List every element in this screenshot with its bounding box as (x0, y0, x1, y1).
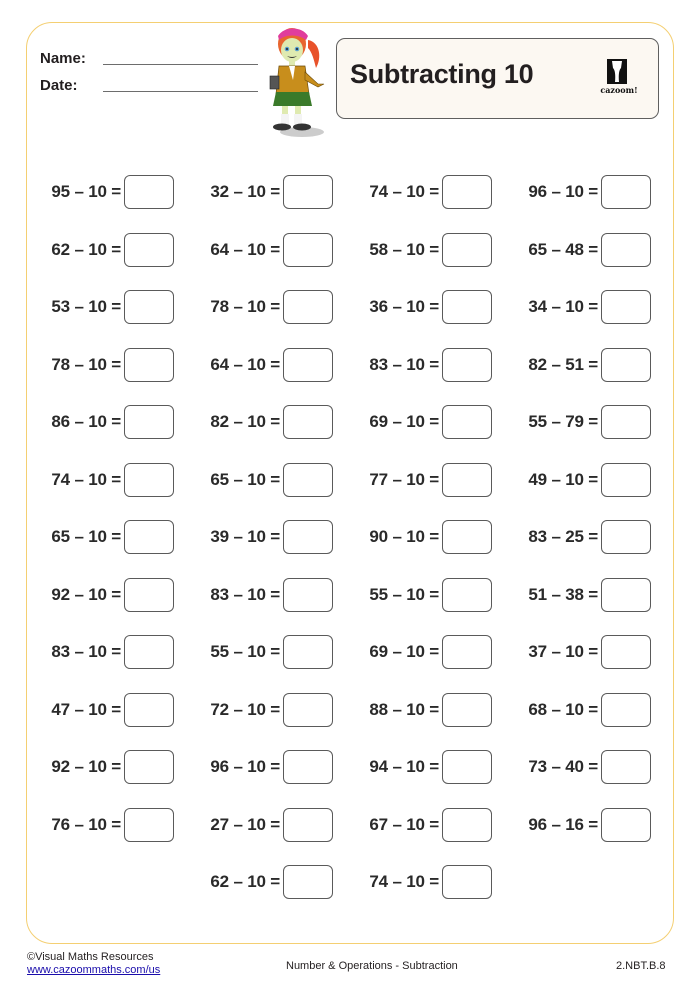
problem-equation: 83 – 10 = (210, 584, 280, 604)
answer-box[interactable] (124, 578, 174, 612)
problem-item (358, 404, 492, 440)
problem-item (199, 174, 333, 210)
problem-equation: 74 – 10 = (51, 469, 121, 489)
problem-item (40, 749, 174, 785)
problem-equation: 95 – 10 = (51, 182, 121, 201)
problem-item (517, 577, 651, 613)
problem-equation: 47 – 10 = (51, 699, 121, 719)
problem-equation: 65 – 48 = (528, 239, 598, 259)
problem-item (199, 347, 333, 383)
answer-box[interactable] (124, 348, 174, 382)
problem-item (358, 289, 492, 325)
answer-box[interactable] (442, 348, 492, 382)
problem-equation: 73 – 40 = (528, 757, 598, 776)
problem-equation: 69 – 10 = (369, 642, 439, 661)
problem-item (199, 864, 333, 900)
answer-box[interactable] (442, 175, 492, 209)
problem-item (517, 462, 651, 498)
answer-box[interactable] (124, 175, 174, 209)
problem-equation: 39 – 10 = (210, 527, 280, 546)
problem-equation: 76 – 10 = (51, 814, 121, 834)
problem-equation: 55 – 10 = (369, 584, 439, 604)
problem-item (199, 289, 333, 325)
problem-item (517, 174, 651, 210)
problem-item (358, 634, 492, 670)
cazoom-logo (600, 59, 636, 99)
answer-box[interactable] (124, 750, 174, 784)
problem-item (40, 577, 174, 613)
problem-equation: 49 – 10 = (528, 469, 598, 489)
answer-box[interactable] (124, 463, 174, 497)
problem-equation: 77 – 10 = (369, 469, 439, 489)
answer-box[interactable] (124, 405, 174, 439)
problem-equation: 32 – 10 = (210, 182, 280, 201)
problem-item (40, 347, 174, 383)
answer-box[interactable] (442, 578, 492, 612)
problem-equation: 62 – 10 = (51, 239, 121, 259)
answer-box[interactable] (442, 290, 492, 324)
answer-box[interactable] (442, 865, 492, 899)
problem-item (517, 232, 651, 268)
answer-box[interactable] (283, 578, 333, 612)
problem-equation: 82 – 10 = (210, 412, 280, 431)
problem-equation: 65 – 10 = (51, 527, 121, 546)
problem-equation: 90 – 10 = (369, 527, 439, 546)
problem-item (40, 462, 174, 498)
answer-box[interactable] (283, 175, 333, 209)
answer-box[interactable] (442, 808, 492, 842)
answer-box[interactable] (442, 750, 492, 784)
problem-item (358, 749, 492, 785)
problem-item (40, 634, 174, 670)
problem-equation: 58 – 10 = (369, 239, 439, 259)
problem-item (199, 462, 333, 498)
answer-box[interactable] (283, 290, 333, 324)
problem-item (358, 864, 492, 900)
problem-equation: 62 – 10 = (210, 872, 280, 891)
answer-box[interactable] (601, 348, 651, 382)
problem-equation: 96 – 10 = (528, 182, 598, 201)
problem-item (517, 289, 651, 325)
date-field[interactable] (103, 91, 258, 92)
problem-equation: 74 – 10 = (369, 182, 439, 201)
problem-equation: 83 – 25 = (528, 527, 598, 546)
problem-item (199, 807, 333, 843)
problem-item (40, 289, 174, 325)
problem-equation: 92 – 10 = (51, 584, 121, 604)
name-field[interactable] (103, 64, 258, 65)
answer-box[interactable] (124, 520, 174, 554)
problem-item (40, 174, 174, 210)
problem-item (40, 232, 174, 268)
problem-item (40, 404, 174, 440)
drum-logo-icon (607, 59, 627, 84)
answer-box[interactable] (601, 693, 651, 727)
answer-box[interactable] (442, 463, 492, 497)
answer-box[interactable] (124, 808, 174, 842)
problem-equation: 92 – 10 = (51, 757, 121, 776)
problem-equation: 69 – 10 = (369, 412, 439, 431)
girl-mascot-illustration (262, 24, 332, 140)
problem-equation: 83 – 10 = (369, 354, 439, 374)
logo-text: cazoom! (600, 85, 638, 95)
problem-item (199, 404, 333, 440)
problem-equation: 74 – 10 = (369, 872, 439, 891)
answer-box[interactable] (601, 175, 651, 209)
answer-box[interactable] (124, 693, 174, 727)
problem-item (199, 577, 333, 613)
answer-box[interactable] (283, 808, 333, 842)
answer-box[interactable] (124, 290, 174, 324)
problem-equation: 27 – 10 = (210, 814, 280, 834)
answer-box[interactable] (601, 463, 651, 497)
answer-box[interactable] (442, 233, 492, 267)
problem-item (199, 232, 333, 268)
answer-box[interactable] (124, 233, 174, 267)
title-box (336, 38, 659, 119)
website-link[interactable]: www.cazoommaths.com/us (27, 964, 161, 976)
answer-box[interactable] (283, 463, 333, 497)
problem-equation: 65 – 10 = (210, 469, 280, 489)
problem-item (358, 519, 492, 555)
answer-box[interactable] (442, 520, 492, 554)
problem-item (517, 692, 651, 728)
answer-box[interactable] (283, 865, 333, 899)
problem-item (199, 749, 333, 785)
problem-item (358, 174, 492, 210)
problem-item (40, 807, 174, 843)
answer-box[interactable] (601, 405, 651, 439)
problem-item (517, 634, 651, 670)
worksheet-title: Subtracting 10 (350, 59, 534, 89)
problem-item (358, 807, 492, 843)
problem-equation: 96 – 16 = (528, 814, 598, 834)
problem-item (358, 347, 492, 383)
problem-equation: 51 – 38 = (528, 584, 598, 604)
problem-item (358, 462, 492, 498)
problem-equation: 55 – 10 = (210, 642, 280, 661)
answer-box[interactable] (601, 635, 651, 669)
problem-item (358, 692, 492, 728)
name-label: Name: (40, 50, 86, 67)
problem-equation: 82 – 51 = (528, 354, 598, 374)
problem-equation: 53 – 10 = (51, 297, 121, 316)
answer-box[interactable] (601, 290, 651, 324)
date-label: Date: (40, 77, 78, 94)
problem-item (199, 634, 333, 670)
problem-equation: 72 – 10 = (210, 699, 280, 719)
answer-box[interactable] (442, 693, 492, 727)
problem-item (40, 692, 174, 728)
problem-equation: 67 – 10 = (369, 814, 439, 834)
answer-box[interactable] (442, 405, 492, 439)
answer-box[interactable] (283, 750, 333, 784)
problem-item (517, 519, 651, 555)
problem-item (358, 232, 492, 268)
problem-item (40, 519, 174, 555)
problem-equation: 64 – 10 = (210, 239, 280, 259)
problem-item (517, 807, 651, 843)
problem-equation: 78 – 10 = (210, 297, 280, 316)
answer-box[interactable] (442, 635, 492, 669)
problem-equation: 94 – 10 = (369, 757, 439, 776)
problem-item (517, 404, 651, 440)
answer-box[interactable] (601, 750, 651, 784)
problem-equation: 83 – 10 = (51, 642, 121, 661)
problem-item (199, 519, 333, 555)
answer-box[interactable] (283, 348, 333, 382)
problem-item (199, 692, 333, 728)
problem-equation: 86 – 10 = (51, 412, 121, 431)
answer-box[interactable] (601, 808, 651, 842)
problem-equation: 78 – 10 = (51, 354, 121, 374)
problem-equation: 96 – 10 = (210, 757, 280, 776)
problem-item (517, 749, 651, 785)
answer-box[interactable] (283, 520, 333, 554)
problem-equation: 68 – 10 = (528, 699, 598, 719)
problem-equation: 36 – 10 = (369, 297, 439, 316)
problem-item (517, 347, 651, 383)
problem-equation: 88 – 10 = (369, 699, 439, 719)
copyright-text: ©Visual Maths Resources (27, 951, 154, 963)
standard-code: 2.NBT.B.8 (616, 960, 666, 972)
problem-equation: 64 – 10 = (210, 354, 280, 374)
answer-box[interactable] (283, 693, 333, 727)
problem-equation: 37 – 10 = (528, 642, 598, 661)
answer-box[interactable] (283, 635, 333, 669)
answer-box[interactable] (601, 578, 651, 612)
problem-item (358, 577, 492, 613)
topic-text: Number & Operations - Subtraction (286, 960, 458, 972)
problem-equation: 34 – 10 = (528, 297, 598, 316)
answer-box[interactable] (601, 233, 651, 267)
answer-box[interactable] (601, 520, 651, 554)
problem-equation: 55 – 79 = (528, 412, 598, 431)
answer-box[interactable] (283, 233, 333, 267)
answer-box[interactable] (283, 405, 333, 439)
answer-box[interactable] (124, 635, 174, 669)
